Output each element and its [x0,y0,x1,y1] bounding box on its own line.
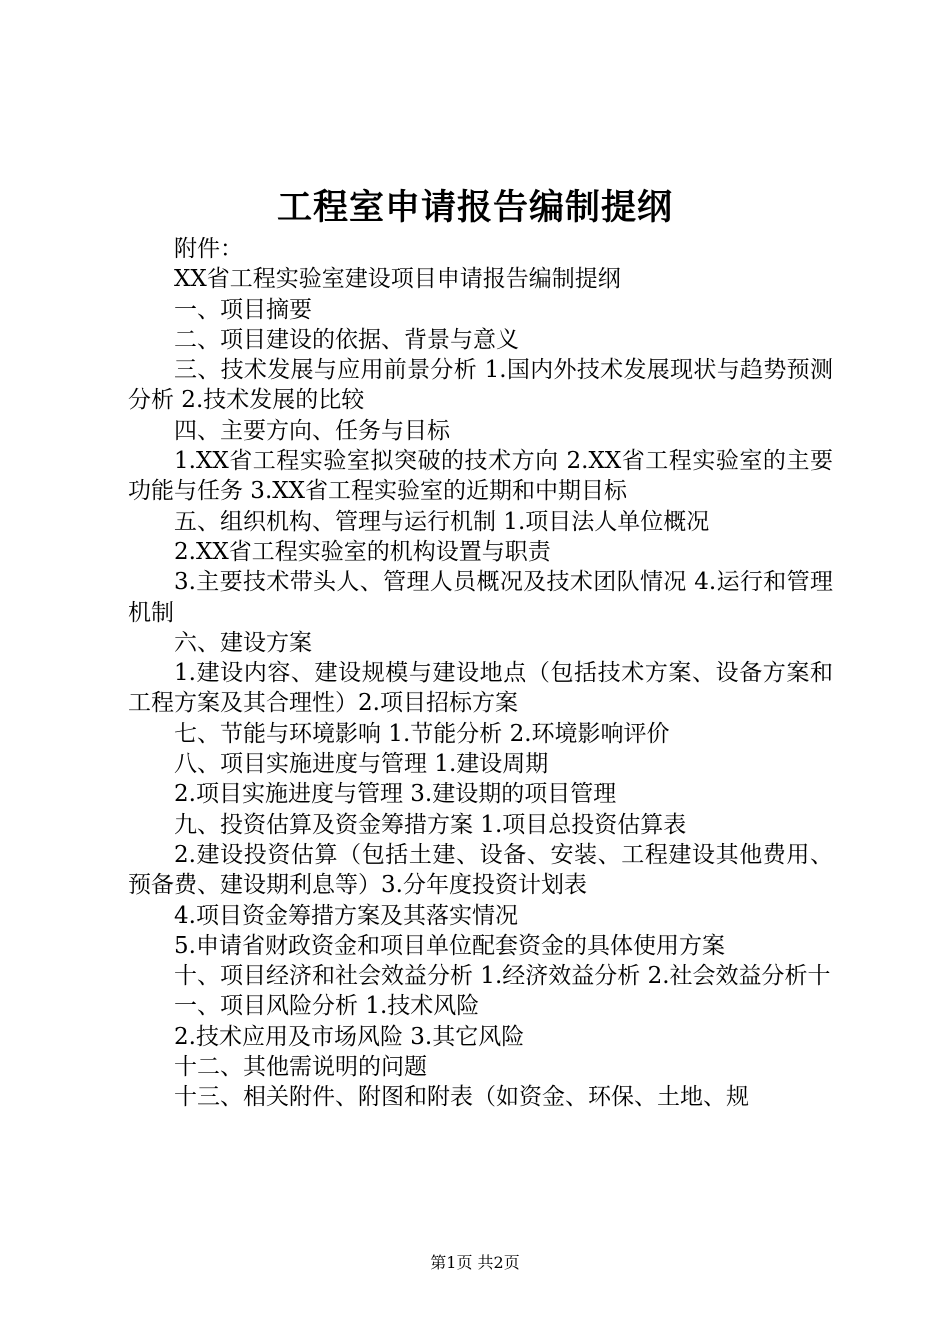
paragraph-section-8-items: 2.项目实施进度与管理 3.建设期的项目管理 [174,781,617,808]
document-title: 工程室申请报告编制提纲 [276,187,673,228]
paragraph-section-9: 九、投资估算及资金筹措方案 1.项目总投资估算表 [174,811,687,838]
paragraph-section-5-item-3: 3.主要技术带头人、管理人员概况及技术团队情况 4.运行和管理机制 [128,569,833,626]
paragraph-section-6-items: 1.建设内容、建设规模与建设地点（包括技术方案、设备方案和工程方案及其合理性）2.项目招标方案 [128,660,833,717]
paragraph-section-2: 二、项目建设的依据、背景与意义 [174,326,519,353]
paragraph-subtitle: XX省工程实验室建设项目申请报告编制提纲 [174,266,621,293]
paragraph-section-7: 七、节能与环境影响 1.节能分析 2.环境影响评价 [174,720,670,747]
paragraph-section-9-item-2: 2.建设投资估算（包括土建、设备、安装、工程建设其他费用、预备费、建设期利息等）3.分年度投资计划表 [128,841,833,899]
paragraph-section-11-items: 2.技术应用及市场风险 3.其它风险 [174,1023,525,1050]
paragraph-section-4: 四、主要方向、任务与目标 [174,417,450,444]
paragraph-section-4-items: 1.XX省工程实验室拟突破的技术方向 2.XX省工程实验室的主要功能与任务 3.XX省工程实验室的近期和中期目标 [128,448,833,505]
paragraph-section-6: 六、建设方案 [174,629,312,656]
paragraph-section-3: 三、技术发展与应用前景分析 1.国内外技术发展现状与趋势预测分析 2.技术发展的比较 [128,357,833,414]
paragraph-section-9-item-5: 5.申请省财政资金和项目单位配套资金的具体使用方案 [174,932,725,959]
paragraph-section-12: 十二、其他需说明的问题 [174,1054,427,1081]
paragraph-section-1: 一、项目摘要 [174,296,312,323]
paragraph-attachment: 附件： [174,236,243,262]
paragraph-section-11: 一、项目风险分析 1.技术风险 [174,993,480,1020]
paragraph-section-8: 八、项目实施进度与管理 1.建设周期 [174,751,549,778]
paragraph-section-5: 五、组织机构、管理与运行机制 1.项目法人单位概况 [174,508,710,535]
document-body [128,234,833,1113]
paragraph-section-9-item-4: 4.项目资金筹措方案及其落实情况 [174,902,518,929]
paragraph-section-13: 十三、相关附件、附图和附表（如资金、环保、土地、规 [174,1084,749,1111]
paragraph-section-10: 十、项目经济和社会效益分析 1.经济效益分析 2.社会效益分析十 [174,963,831,990]
page-footer: 第1页 共2页 [430,1253,520,1272]
paragraph-section-5-item-2: 2.XX省工程实验室的机构设置与职责 [174,538,551,565]
